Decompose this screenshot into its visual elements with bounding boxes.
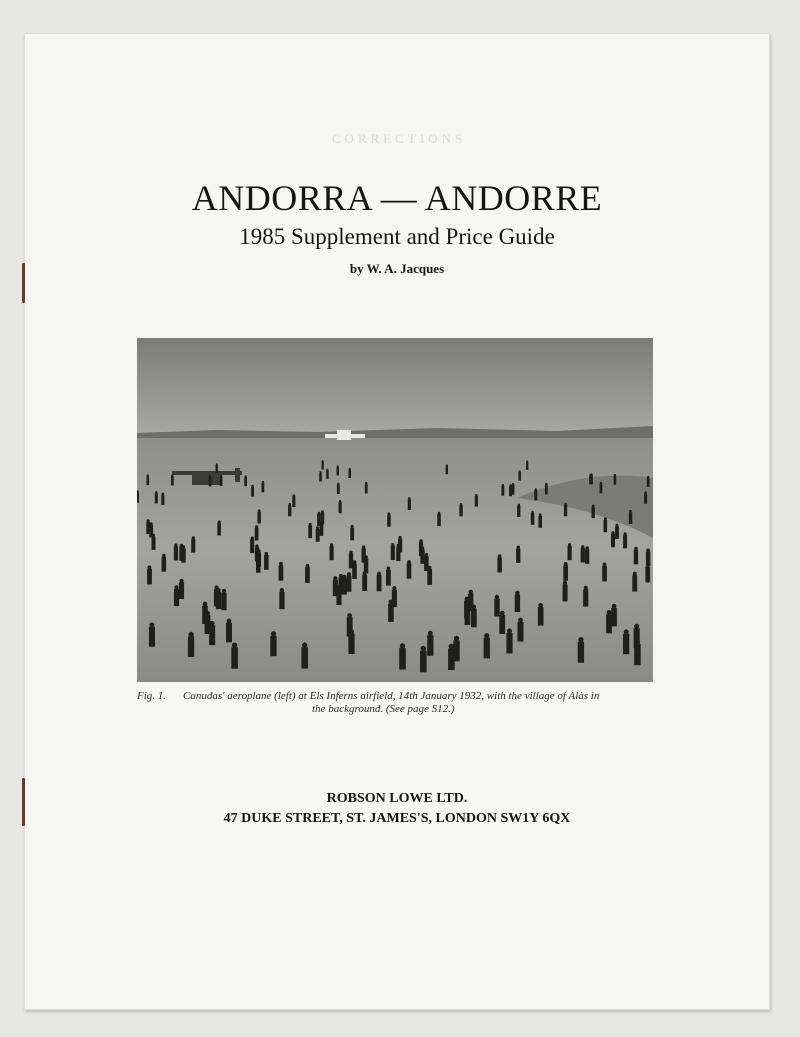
- crowd-figure: [645, 567, 650, 583]
- crowd-figure: [349, 469, 352, 478]
- crowd-figure: [174, 589, 179, 606]
- crowd-figure: [377, 575, 382, 591]
- crowd-figure-head: [616, 524, 619, 527]
- crowd-figure-head: [624, 629, 629, 634]
- crowd-figure-head: [460, 503, 463, 506]
- crowd-figure-head: [392, 586, 396, 590]
- crowd-figure: [538, 516, 542, 528]
- crowd-figure: [387, 515, 391, 527]
- crowd-figure: [174, 546, 178, 560]
- crowd-figure: [629, 512, 633, 524]
- crowd-figure: [147, 476, 150, 485]
- crowd-figure: [388, 604, 394, 622]
- crowd-figure: [333, 580, 338, 597]
- booklet-cover: [24, 33, 770, 1010]
- bleed-through-heading: CORRECTIONS: [331, 131, 467, 146]
- crowd-figure-head: [545, 483, 547, 485]
- crowd-figure-head: [564, 562, 568, 566]
- crowd-figure-head: [309, 523, 312, 526]
- crowd-figure: [464, 601, 470, 619]
- crowd-figure: [161, 495, 164, 506]
- crowd-figure-head: [428, 631, 433, 636]
- crowd-figure: [152, 536, 156, 550]
- crowd-figure-head: [449, 644, 454, 649]
- crowd-figure-head: [526, 460, 528, 462]
- crowd-figure: [399, 648, 406, 669]
- crowd-figure-head: [592, 505, 595, 508]
- crowd-figure: [634, 550, 638, 564]
- crowd-figure: [221, 593, 226, 611]
- crowd-figure-head: [419, 539, 422, 542]
- crowd-figure: [179, 582, 184, 599]
- cover-subtitle: 1985 Supplement and Price Guide: [239, 224, 555, 249]
- crowd-figure-head: [584, 586, 588, 590]
- crowd-figure-head: [421, 646, 426, 651]
- crowd-figure-head: [400, 643, 405, 648]
- crowd-figure: [437, 514, 441, 526]
- crowd-figure-head: [262, 481, 264, 483]
- crowd-figure: [578, 642, 584, 663]
- crowd-figure: [270, 636, 276, 657]
- crowd-figure-head: [251, 485, 253, 487]
- crowd-figure: [244, 477, 247, 486]
- crowd-figure-head: [364, 555, 368, 559]
- crowd-figure: [515, 594, 520, 612]
- crowd-figure: [179, 547, 183, 561]
- crowd-figure: [424, 556, 429, 571]
- crowd-figure-head: [180, 579, 184, 583]
- crowd-figure: [592, 507, 595, 518]
- crowd-figure-head: [227, 619, 232, 624]
- crowd-figure-head: [203, 602, 208, 607]
- crowd-figure: [226, 623, 232, 643]
- crowd-figure: [475, 496, 478, 507]
- crowd-figure-head: [591, 473, 593, 475]
- crowd-figure: [484, 638, 490, 659]
- crowd-figure-head: [564, 503, 567, 506]
- crowd-figure-head: [293, 494, 296, 497]
- crowd-figure: [347, 576, 352, 592]
- crowd-figure: [347, 617, 353, 636]
- crowd-figure-head: [316, 526, 319, 529]
- crowd-figure: [155, 493, 158, 503]
- crowd-figure: [448, 649, 455, 671]
- crowd-figure: [506, 633, 512, 653]
- crowd-figure: [623, 535, 627, 548]
- crowd-figure-head: [507, 629, 512, 634]
- crowd-figure-head: [218, 520, 221, 523]
- crowd-figure-head: [349, 551, 353, 555]
- crowd-figure: [322, 461, 324, 469]
- crowd-figure: [337, 467, 339, 476]
- crowd-figure: [364, 558, 369, 573]
- crowd-figure: [606, 614, 612, 633]
- crowd-figure: [391, 546, 395, 560]
- crowd-figure: [205, 615, 211, 634]
- crowd-figure: [531, 513, 535, 525]
- crowd-figure: [583, 589, 588, 606]
- crowd-figure-head: [149, 622, 154, 627]
- crowd-figure-head: [302, 642, 307, 647]
- crowd-figure-head: [339, 574, 343, 578]
- crowd-figure-head: [614, 474, 616, 476]
- crowd-figure-head: [209, 475, 211, 477]
- crowd-figure-head: [337, 483, 339, 485]
- crowd-figure: [365, 484, 368, 494]
- crowd-figure-head: [407, 560, 411, 564]
- crowd-figure: [279, 592, 284, 609]
- crowd-figure-head: [454, 636, 459, 641]
- crowd-figure-head: [251, 537, 254, 540]
- crowd-figure: [255, 528, 259, 541]
- crowd-figure: [600, 484, 603, 494]
- crowd-figure: [319, 473, 322, 482]
- cover-title: ANDORRA — ANDORRE: [191, 178, 603, 218]
- crowd-figure: [330, 546, 334, 560]
- airfield-photo-illustration: [137, 338, 653, 682]
- crowd-figure-head: [148, 565, 152, 569]
- crowd-figure: [350, 528, 354, 541]
- crowd-figure-head: [425, 553, 429, 557]
- crowd-figure-head: [538, 603, 543, 608]
- crowd-figure: [162, 557, 167, 572]
- crowd-figure-head: [531, 511, 534, 514]
- publisher-address: 47 DUKE STREET, ST. JAMES'S, LONDON SW1Y 6QX: [223, 811, 571, 826]
- crowd-figure-head: [634, 547, 638, 551]
- crowd-figure-head: [607, 610, 612, 615]
- crowd-figure: [534, 490, 537, 500]
- crowd-figure-head: [306, 564, 310, 568]
- crowd-figure: [231, 647, 238, 668]
- crowd-figure-head: [484, 633, 489, 638]
- crowd-figure-head: [647, 476, 649, 478]
- cover-author: by W. A. Jacques: [349, 261, 445, 276]
- crowd-figure: [517, 506, 520, 517]
- crowd-figure-head: [271, 631, 276, 636]
- crowd-figure: [217, 523, 221, 536]
- crowd-figure-head: [152, 534, 155, 537]
- crowd-figure: [563, 565, 568, 581]
- crowd-figure-head: [192, 536, 195, 539]
- crowd-figure-head: [320, 471, 322, 473]
- publisher-name: ROBSON LOWE LTD.: [326, 791, 468, 806]
- crowd-figure-head: [624, 532, 627, 535]
- crowd-figure-head: [162, 554, 166, 558]
- crowd-figure-head: [377, 572, 381, 576]
- crowd-figure-head: [578, 637, 583, 642]
- crowd-figure: [292, 497, 295, 508]
- caption-line-1: Canudas' aeroplane (left) at Els Inferns airfield, 14th January 1932, with the village of Alàs in: [183, 690, 600, 702]
- crowd-figure-head: [475, 494, 478, 497]
- crowd-figure: [611, 534, 615, 547]
- crowd-figure-head: [318, 512, 321, 515]
- crowd-figure-head: [155, 491, 157, 493]
- crowd-figure-head: [321, 510, 324, 513]
- crowd-figure: [279, 565, 284, 581]
- crowd-figure-head: [512, 483, 514, 485]
- crowd-figure-head: [322, 460, 324, 462]
- crowd-figure: [251, 487, 254, 497]
- crowd-figure: [362, 575, 367, 591]
- crowd-figure: [564, 505, 567, 516]
- crowd-figure: [646, 552, 650, 567]
- crowd-figure-head: [388, 512, 391, 515]
- crowd-figure: [614, 476, 617, 485]
- crowd-figure-head: [581, 545, 584, 548]
- crowd-figure-head: [498, 554, 502, 558]
- crowd-figure: [317, 514, 321, 526]
- crowd-figure: [420, 651, 427, 673]
- crowd-figure: [209, 477, 212, 486]
- crowd-figure: [585, 549, 589, 563]
- crowd-figure-head: [517, 546, 520, 549]
- crowd-figure-head: [150, 522, 153, 525]
- crowd-figure: [644, 493, 647, 503]
- crowd-figure-head: [500, 611, 505, 616]
- crowd-figure-head: [603, 563, 607, 567]
- crowd-figure-head: [214, 585, 218, 589]
- crowd-figure: [339, 577, 344, 593]
- crowd-figure-head: [389, 600, 394, 605]
- crowd-figure-head: [147, 519, 150, 522]
- crowd-figure: [316, 529, 320, 542]
- crowd-figure-head: [353, 560, 357, 564]
- crowd-figure: [352, 564, 357, 579]
- crowd-figure-head: [502, 484, 504, 486]
- crowd-figure: [516, 549, 520, 563]
- crowd-figure-head: [535, 488, 537, 490]
- crowd-figure: [499, 615, 505, 634]
- crowd-figure-head: [280, 588, 284, 592]
- crowd-figure-head: [222, 589, 226, 593]
- crowd-figure: [497, 558, 502, 573]
- crowd-figure: [518, 622, 524, 642]
- crowd-figure: [188, 636, 194, 657]
- crowd-figure: [501, 486, 504, 496]
- crowd-figure-head: [539, 513, 542, 516]
- caption-line-2: the background. (See page S12.): [312, 703, 455, 715]
- crowd-figure: [149, 627, 155, 647]
- crowd-figure-head: [387, 567, 391, 571]
- crowd-figure-head: [646, 549, 650, 553]
- crowd-figure: [264, 555, 269, 570]
- crowd-figure: [214, 589, 219, 606]
- crowd-figure-head: [337, 465, 339, 467]
- crowd-figure-head: [568, 543, 571, 546]
- crowd-figure: [427, 635, 433, 656]
- crowd-figure: [604, 520, 608, 532]
- crowd-figure-head: [629, 510, 632, 513]
- crowd-figure-head: [174, 543, 177, 546]
- crowd-figure: [216, 465, 218, 473]
- crowd-figure-head: [644, 491, 646, 493]
- crowd-figure-head: [518, 504, 521, 507]
- crowd-figure: [634, 628, 640, 648]
- crowd-figure-head: [365, 482, 367, 484]
- crowd-figure: [407, 563, 412, 578]
- crowd-figure-head: [634, 624, 639, 629]
- crowd-figure: [471, 609, 477, 628]
- crowd-figure: [147, 569, 152, 585]
- crowd-figure-head: [604, 517, 607, 520]
- crowd-figure: [446, 466, 448, 474]
- crowd-figure: [632, 575, 637, 591]
- crowd-figure: [348, 634, 354, 654]
- crowd-figure: [326, 470, 329, 479]
- crowd-figure-head: [330, 543, 333, 546]
- crowd-figure: [623, 634, 629, 654]
- airfield-photograph: [137, 338, 653, 682]
- crowd-figure: [386, 570, 391, 586]
- crowd-figure-head: [220, 475, 222, 477]
- crowd-figure-head: [258, 509, 261, 512]
- crowd-figure-head: [408, 497, 411, 500]
- crowd-figure: [611, 608, 617, 627]
- crowd-figure: [568, 546, 572, 560]
- crowd-figure-head: [438, 512, 441, 515]
- crowd-figure-head: [612, 604, 617, 609]
- crowd-figure-head: [205, 611, 210, 616]
- crowd-figure-head: [232, 643, 237, 648]
- crowd-figure: [615, 526, 619, 539]
- crowd-figure-head: [333, 576, 337, 580]
- crowd-figure: [459, 505, 462, 516]
- crowd-figure: [257, 512, 261, 524]
- crowd-figure-head: [469, 590, 473, 594]
- crowd-figure: [288, 505, 291, 516]
- crowd-figure: [420, 549, 424, 563]
- crowd-figure: [308, 525, 312, 538]
- crowd-figure-head: [255, 525, 258, 528]
- crowd-figure-head: [633, 572, 637, 576]
- crowd-figure-head: [428, 566, 432, 570]
- crowd-figure: [590, 475, 593, 484]
- crowd-figure-head: [326, 469, 328, 471]
- crowd-figure: [337, 484, 340, 494]
- crowd-figure-head: [174, 585, 178, 589]
- crowd-figure-head: [245, 475, 247, 477]
- crowd-figure-head: [351, 525, 354, 528]
- figure-caption: [137, 690, 653, 716]
- crowd-figure-head: [171, 475, 173, 477]
- crowd-figure-head: [611, 531, 614, 534]
- crowd-figure: [339, 502, 342, 513]
- crowd-figure: [526, 462, 528, 470]
- crowd-figure-head: [509, 484, 511, 486]
- crowd-figure-head: [519, 470, 521, 472]
- crowd-figure-head: [289, 503, 292, 506]
- crowd-figure: [305, 567, 310, 583]
- crowd-figure: [301, 647, 308, 668]
- crowd-figure: [647, 478, 650, 487]
- crowd-figure: [545, 485, 548, 495]
- crowd-figure: [509, 486, 512, 496]
- crowd-figure-head: [147, 474, 149, 476]
- crowd-figure: [518, 472, 521, 481]
- crowd-figure-head: [255, 544, 258, 547]
- crowd-figure-head: [162, 493, 164, 495]
- crowd-figure-head: [446, 464, 448, 466]
- crowd-figure: [427, 569, 432, 585]
- crowd-figure-head: [349, 468, 351, 470]
- crowd-figure-head: [398, 536, 401, 539]
- crowd-figure-head: [362, 545, 365, 548]
- crowd-figure: [171, 476, 174, 485]
- crowd-figure-head: [600, 482, 602, 484]
- crowd-figure: [408, 499, 411, 510]
- crowd-figure-head: [257, 549, 261, 553]
- crowd-figure: [321, 513, 325, 525]
- crowd-figure-head: [180, 544, 183, 547]
- crowd-figure: [220, 477, 223, 486]
- crowd-figure: [262, 483, 265, 493]
- crowd-figure: [191, 539, 195, 553]
- crowd-figure: [494, 599, 499, 617]
- crowd-figure: [250, 539, 254, 553]
- crowd-figure-head: [585, 546, 589, 550]
- crowd-figure: [581, 548, 585, 562]
- crowd-figure-head: [391, 543, 394, 546]
- crowd-figure-head: [279, 562, 283, 566]
- crowd-figure-head: [518, 618, 523, 623]
- crowd-figure: [398, 539, 402, 553]
- crowd-figure-head: [515, 591, 519, 595]
- crowd-figure-head: [465, 597, 469, 601]
- crowd-figure-head: [265, 552, 269, 556]
- crowd-figure: [602, 566, 607, 582]
- crowd-figure: [257, 552, 261, 567]
- crowd-figure-head: [216, 463, 218, 465]
- crowd-figure: [563, 585, 568, 602]
- crowd-figure: [538, 607, 544, 626]
- crowd-figure-head: [347, 572, 351, 576]
- crowd-figure-head: [563, 581, 567, 585]
- crowd-figure-head: [347, 613, 352, 618]
- figure-label: Fig. 1.: [137, 690, 167, 702]
- crowd-figure-head: [495, 595, 499, 599]
- crowd-figure-head: [421, 546, 425, 550]
- crowd-figure: [137, 492, 139, 502]
- crowd-figure-head: [189, 632, 194, 637]
- crowd-figure-head: [339, 500, 342, 503]
